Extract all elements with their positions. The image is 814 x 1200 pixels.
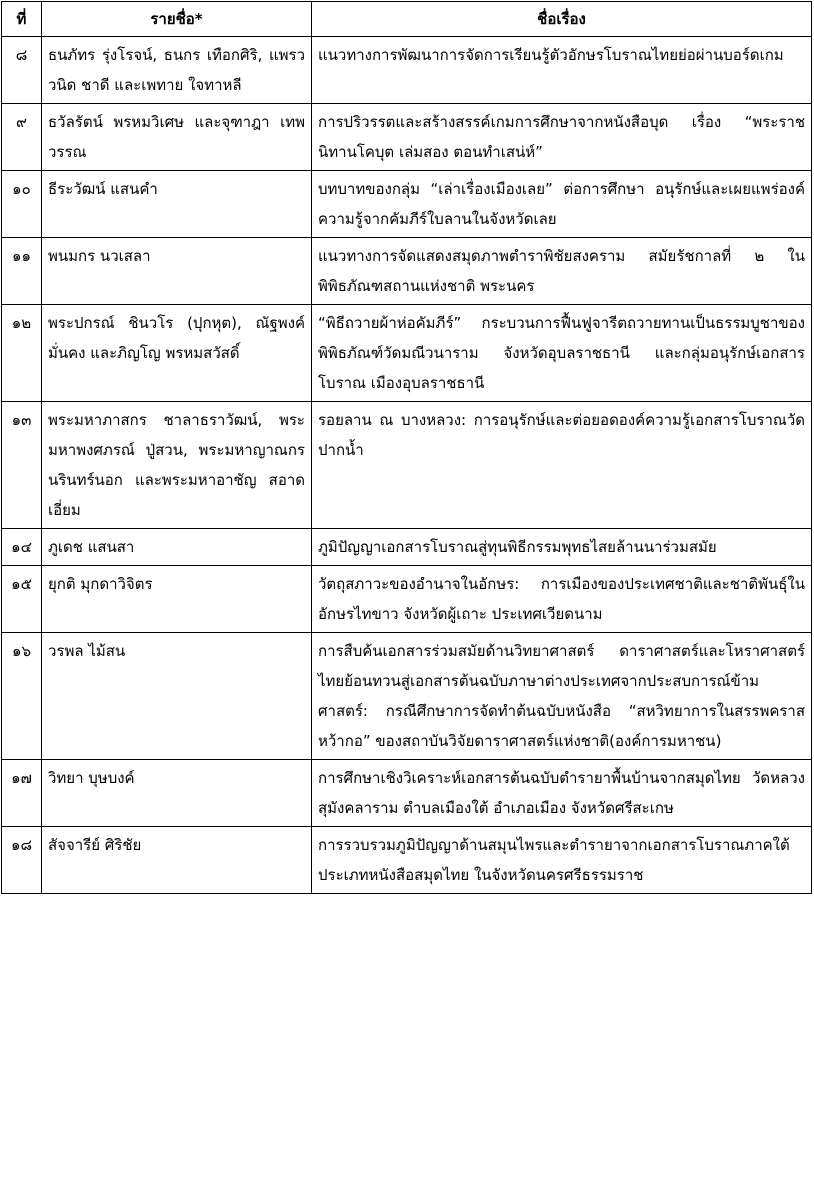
row-number: ๑๗	[2, 760, 42, 827]
table-row	[2, 529, 812, 566]
table-row	[2, 238, 812, 305]
table-row	[2, 305, 812, 402]
header-names: รายชื่อ*	[42, 2, 312, 37]
paper-title: การปริวรรตและสร้างสรรค์เกมการศึกษาจากหนังสือบุด เรื่อง “พระราชนิทานโคบุต เล่มสอง ตอนทำเสน่ห์”	[312, 104, 812, 171]
row-number: ๑๕	[2, 566, 42, 633]
table-row	[2, 37, 812, 104]
row-number: ๑๑	[2, 238, 42, 305]
author-names: พระมหาภาสกร ชาลาธราวัฒน์, พระมหาพงศภรณ์ ปู่สวน, พระมหาญาณกร นรินทร์นอก และพระมหาอาชัญ สอาดเอี่ยม	[42, 402, 312, 529]
paper-title: การรวบรวมภูมิปัญญาด้านสมุนไพรและตำรายาจากเอกสารโบราณภาคใต้ประเภทหนังสือสมุดไทย ในจังหวัดนครศรีธรรมราช	[312, 827, 812, 894]
row-number: ๙	[2, 104, 42, 171]
table-row	[2, 171, 812, 238]
table-row	[2, 633, 812, 760]
paper-title: แนวทางการพัฒนาการจัดการเรียนรู้ตัวอักษรโบราณไทยย่อผ่านบอร์ดเกม	[312, 37, 812, 104]
author-names: ธวัลรัตน์ พรหมวิเศษ และจุฑาฎา เทพวรรณ	[42, 104, 312, 171]
paper-title: วัตถุสภาวะของอำนาจในอักษร: การเมืองของประเทศชาติและชาติพันธุ์ในอักษรไทขาว จังหวัดผู้เถาะ ประเทศเวียดนาม	[312, 566, 812, 633]
table-row	[2, 104, 812, 171]
author-names: พนมกร นวเสลา	[42, 238, 312, 305]
paper-title: การศึกษาเชิงวิเคราะห์เอกสารต้นฉบับตำรายาพื้นบ้านจากสมุดไทย วัดหลวงสุมังคลาราม ตำบลเมืองใต้ อำเภอเมือง จังหวัดศรีสะเกษ	[312, 760, 812, 827]
author-names: ภูเดช แสนสา	[42, 529, 312, 566]
row-number: ๑๐	[2, 171, 42, 238]
row-number: ๑๖	[2, 633, 42, 760]
table-row	[2, 827, 812, 894]
header-title: ชื่อเรื่อง	[312, 2, 812, 37]
author-names: ธนภัทร รุ่งโรจน์, ธนกร เทือกศิริ, แพรววนิด ชาดี และเพทาย ใจทาหลี	[42, 37, 312, 104]
table-row	[2, 566, 812, 633]
row-number: ๘	[2, 37, 42, 104]
table-row	[2, 760, 812, 827]
table-header-row	[2, 2, 812, 37]
author-names: พระปกรณ์ ชินวโร (ปุกหุต), ณัฐพงค์ มั่นคง และภิญโญ พรหมสวัสดิ์	[42, 305, 312, 402]
paper-title: “พิธีถวายผ้าห่อคัมภีร์” กระบวนการฟื้นฟูจารีตถวายทานเป็นธรรมบูชาของพิพิธภัณฑ์วัดมณีวนาราม จังหวัดอุบลราชธานี และกลุ่มอนุรักษ์เอกสารโบราณ เมืองอุบลราชธานี	[312, 305, 812, 402]
row-number: ๑๔	[2, 529, 42, 566]
row-number: ๑๘	[2, 827, 42, 894]
author-names: วิทยา บุษบงค์	[42, 760, 312, 827]
author-names: สัจจารีย์ ศิริชัย	[42, 827, 312, 894]
author-names: ธีระวัฒน์ แสนคำ	[42, 171, 312, 238]
paper-title: แนวทางการจัดแสดงสมุดภาพตำราพิชัยสงคราม สมัยรัชกาลที่ ๒ ในพิพิธภัณฑสถานแห่งชาติ พระนคร	[312, 238, 812, 305]
header-number: ที่	[2, 2, 42, 37]
authors-titles-table	[1, 1, 812, 894]
row-number: ๑๒	[2, 305, 42, 402]
paper-title: ภูมิปัญญาเอกสารโบราณสู่ทุนพิธีกรรมพุทธไสยล้านนาร่วมสมัย	[312, 529, 812, 566]
paper-title: รอยลาน ณ บางหลวง: การอนุรักษ์และต่อยอดองค์ความรู้เอกสารโบราณวัดปากน้ำ	[312, 402, 812, 529]
paper-title: บทบาทของกลุ่ม “เล่าเรื่องเมืองเลย” ต่อการศึกษา อนุรักษ์และเผยแพร่องค์ความรู้จากคัมภีร์ใบลานในจังหวัดเลย	[312, 171, 812, 238]
table-row	[2, 402, 812, 529]
paper-title: การสืบค้นเอกสารร่วมสมัยด้านวิทยาศาสตร์ ดาราศาสตร์และโหราศาสตร์ไทยย้อนทวนสู่เอกสารต้นฉบับภาษาต่างประเทศจากประสบการณ์ข้ามศาสตร์: กรณีศึกษาการจัดทำต้นฉบับหนังสือ “สหวิทยาการในสรรพคราสหว้ากอ” ของสถาบันวิจัยดาราศาสตร์แห่งชาติ(องค์การมหาชน)	[312, 633, 812, 760]
author-names: วรพล ไม้สน	[42, 633, 312, 760]
row-number: ๑๓	[2, 402, 42, 529]
author-names: ยุกติ มุกดาวิจิตร	[42, 566, 312, 633]
